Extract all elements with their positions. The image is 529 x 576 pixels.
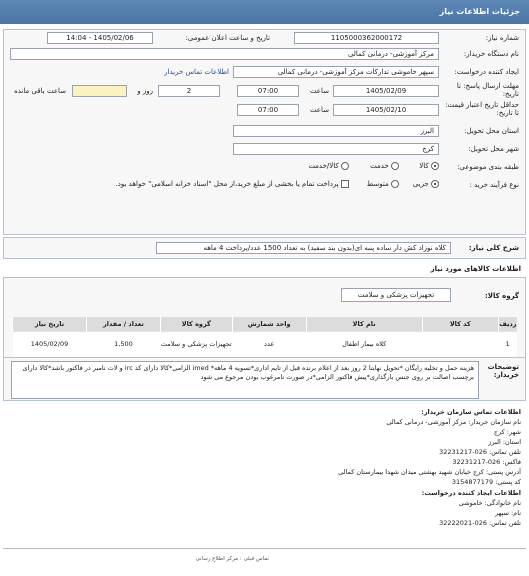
cell-group: تجهیزات پزشکی و سلامت (160, 331, 232, 357)
deadline-time-field: 07:00 (237, 85, 299, 97)
cell-date: 1405/02/09 (13, 331, 87, 357)
buyer-contact-line: کد پستی: 3154877179 (451, 478, 521, 486)
need-number-field: 1105000362000172 (294, 32, 439, 44)
deadline-days-field: 2 (158, 85, 220, 97)
footer-text: تماس قبلی : مرکز اطلاع رسانی (195, 556, 269, 562)
buyer-contact-title: اطلاعات تماس سازمان خریدار: (421, 408, 521, 416)
announce-datetime-field: 1405/02/06 - 14:04 (47, 32, 153, 44)
col-date: تاریخ نیاز (13, 317, 87, 331)
requester-contact-line: تلفن تماس: 026-32222021 (439, 519, 521, 527)
buyer-contact-line: فاکس: 026-32231217 (452, 458, 521, 466)
col-unit: واحد شمارش (232, 317, 306, 331)
cell-name: کلاه بیمار اطفال (306, 331, 422, 357)
checkbox-icon (341, 180, 349, 188)
category-option-goods-service[interactable]: کالا/خدمت (308, 162, 349, 170)
buyer-contact-line: آدرس پستی: کرج خیابان شهید بهشتی میدان شهدا بیمارستان کمالی (338, 468, 521, 476)
goods-table-header (13, 317, 518, 331)
need-number-label: شماره نیاز: (485, 34, 519, 42)
goods-section-title: اطلاعات کالاهای مورد نیاز (430, 265, 521, 273)
validity-time-field: 07:00 (237, 104, 299, 116)
notes-field: هزینه حمل و تخلیه رایگان *تحویل نهایتا 2 روز بعد از اعلام برنده قبل از تایم اداری*تسویه 4 ماهه* imed الزامی*کالا دارای کد irc و لات نامبر در فاکتور باشد*کالا دارای برچسب اصالت بر روی جنس بارگذاری*پیش فاکتور الزامی*در صورت نامرغوب بودن مرجوع می شود (11, 361, 479, 399)
footer-divider (3, 548, 526, 549)
requester-contact-title: اطلاعات ایجاد کننده درخواست: (421, 489, 521, 497)
category-option-goods[interactable]: کالا (419, 162, 439, 170)
col-row: ردیف (498, 317, 517, 331)
validity-label: حداقل تاریخ اعتبار قیمت: تا تاریخ: (445, 101, 519, 117)
radio-icon (341, 162, 349, 170)
process-option-minor[interactable]: جزیی (413, 180, 439, 188)
radio-icon (431, 162, 439, 170)
notes-panel (3, 357, 526, 401)
requester-contact-line: نام: سپهر (494, 509, 521, 517)
city-field: کرج (233, 143, 439, 155)
deadline-days-label: روز و (137, 87, 153, 95)
summary-field: کلاه نوزاد کش دار ساده پنبه ای(بدون بند سفید) به تعداد 1500 عدد/پرداخت 4 ماهه (156, 242, 451, 254)
city-label: شهر محل تحویل: (468, 145, 519, 153)
buyer-contact-line: شهر: کرج (493, 428, 521, 436)
announce-datetime-label: تاریخ و ساعت اعلان عمومی: (185, 34, 270, 42)
requester-label: ایجاد کننده درخواست: (454, 68, 519, 76)
summary-label: شرح کلی نیاز: (468, 244, 519, 252)
contact-section (221, 407, 521, 528)
radio-icon (391, 180, 399, 188)
col-group: گروه کالا (160, 317, 232, 331)
buyer-org-label: نام دستگاه خریدار: (463, 50, 519, 58)
remaining-hours-field (72, 85, 127, 97)
category-label: طبقه بندی موضوعی: (457, 163, 519, 171)
province-field: البرز (233, 125, 439, 137)
notes-label: توضیحات خریدار: (487, 363, 519, 379)
summary-panel (3, 237, 526, 259)
province-label: استان محل تحویل: (464, 127, 519, 135)
page-title: جزئیات اطلاعات نیاز (439, 7, 520, 16)
cell-quantity: 1,500 (86, 331, 160, 357)
cell-unit: عدد (232, 331, 306, 357)
buyer-contact-line: نام سازمان خریدار: مرکز آموزشی- درمانی کمالی (386, 418, 521, 426)
col-code: کد کالا (422, 317, 498, 331)
validity-date-field: 1405/02/10 (333, 104, 439, 116)
col-name: نام کالا (306, 317, 422, 331)
treasury-payment-option[interactable]: پرداخت تمام یا بخشی از مبلغ خرید،از محل "اسناد خزانه اسلامی" خواهد بود. (116, 180, 349, 188)
buyer-contact-link[interactable]: اطلاعات تماس خریدار (164, 68, 229, 76)
goods-table (12, 317, 517, 357)
page-header (0, 0, 529, 24)
goods-group-label: گروه کالا: (484, 292, 519, 300)
validity-time-label: ساعت (309, 106, 329, 114)
cell-code (422, 331, 498, 357)
buyer-contact-line: استان: البرز (488, 438, 521, 446)
requester-field: سپهر خاموشی تدارکات مرکز آموزشی- درمانی کمالی (233, 66, 439, 78)
deadline-label: مهلت ارسال پاسخ: تا تاریخ: (456, 82, 519, 98)
buyer-org-field: مرکز آموزشی- درمانی کمالی (10, 48, 439, 60)
process-label: نوع فرآیند خرید : (469, 181, 519, 189)
details-panel (3, 29, 526, 235)
process-option-medium[interactable]: متوسط (367, 180, 399, 188)
col-quantity: تعداد / مقدار (86, 317, 160, 331)
radio-icon (391, 162, 399, 170)
requester-contact-line: نام خانوادگی: خاموشی (458, 499, 521, 507)
goods-group-field: تجهیزات پزشکی و سلامت (341, 288, 451, 302)
table-row[interactable] (13, 331, 518, 357)
deadline-time-label: ساعت (309, 87, 329, 95)
remaining-hours-label: ساعت باقی مانده (14, 87, 66, 95)
category-option-service[interactable]: خدمت (370, 162, 399, 170)
buyer-contact-line: تلفن تماس: 026-32231217 (439, 448, 521, 456)
cell-row: 1 (498, 331, 517, 357)
deadline-date-field: 1405/02/09 (333, 85, 439, 97)
radio-icon (431, 180, 439, 188)
